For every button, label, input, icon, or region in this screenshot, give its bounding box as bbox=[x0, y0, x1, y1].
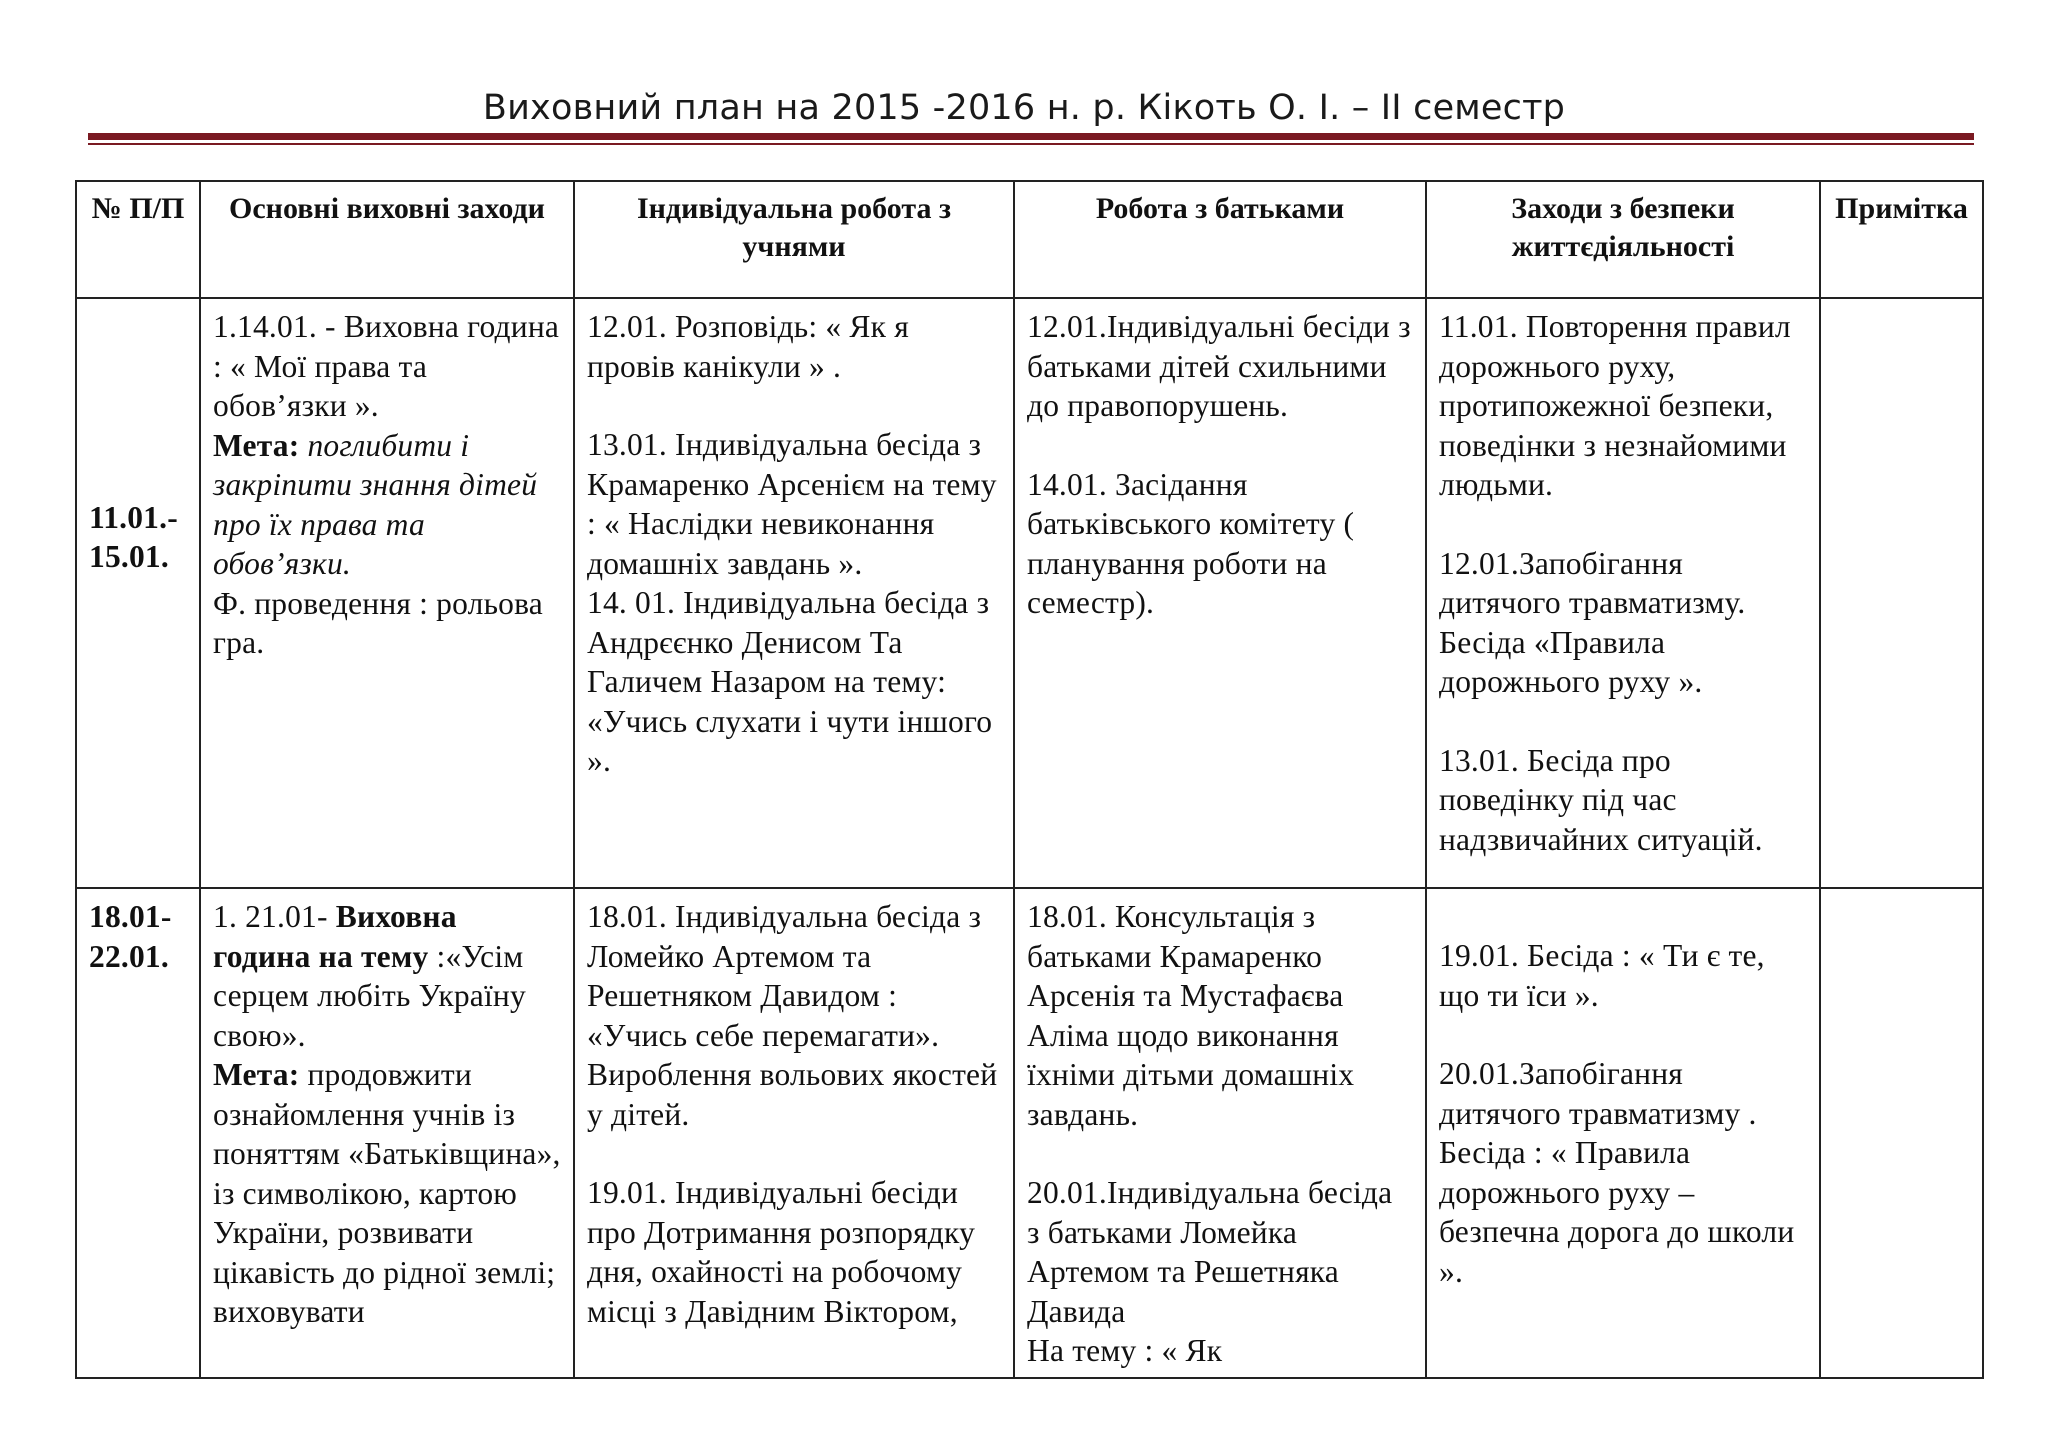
main-activity-goal bbox=[213, 426, 561, 584]
safety-cell bbox=[1426, 888, 1820, 1378]
header-work-with-parents: Робота з батьками bbox=[1014, 181, 1426, 298]
main-activity-text bbox=[213, 897, 561, 1055]
parents-work-cell bbox=[1014, 888, 1426, 1378]
table-row bbox=[76, 298, 1983, 888]
goal-label: Мета: bbox=[213, 427, 300, 463]
goal-text: поглибити і закріпити знання дітей про їх права та обов’язки. bbox=[213, 427, 538, 581]
main-activity-topic: :«Усім серцем любіть Україну свою». bbox=[213, 938, 526, 1053]
main-activity-title: Виховна година на тему bbox=[213, 899, 457, 974]
safety-item: 13.01. Бесіда про поведінку під час надзвичайних ситуацій. bbox=[1439, 742, 1763, 857]
main-activity-text bbox=[213, 307, 561, 426]
header-main-activities: Основні виховні заходи bbox=[200, 181, 574, 298]
note-cell bbox=[1820, 888, 1983, 1378]
title-rule-thin bbox=[88, 143, 1974, 145]
parents-work-item: 20.01.Індивідуальна бесіда з батьками Ломейка Артемом та Решетняка Давида bbox=[1027, 1175, 1393, 1329]
main-activity-topic: « Мої права та обов’язки ». bbox=[213, 348, 428, 423]
individual-work-item: 18.01. Індивідуальна бесіда з Ломейко Артемом та Решетняком Давидом : «Учись себе перемагати». Вироблення вольових якостей у дітей. bbox=[587, 899, 998, 1132]
safety-item: 20.01.Запобігання дитячого травматизму . Бесіда : « Правила дорожнього руху – безпечна дорога до школи ». bbox=[1439, 1056, 1795, 1289]
individual-work-cell bbox=[574, 298, 1014, 888]
main-activity-form: Ф. проведення : рольова гра. bbox=[213, 585, 543, 660]
plan-table bbox=[75, 180, 1984, 1379]
goal-label: Мета: bbox=[213, 1057, 300, 1092]
title-rule bbox=[88, 133, 1974, 140]
page-title: Виховний план на 2015 -2016 н. р. Кікоть О. І. – ІІ семестр bbox=[482, 88, 1566, 128]
header-num: № П/П bbox=[76, 181, 200, 298]
safety-cell bbox=[1426, 298, 1820, 888]
parents-work-item: 14.01. Засідання батьківського комітету ( планування роботи на семестр). bbox=[1027, 466, 1355, 620]
main-activity-intro: 1.14.01. - Виховна година : bbox=[213, 309, 560, 384]
main-activity-intro: 1. 21.01- bbox=[213, 899, 336, 934]
note-cell bbox=[1820, 298, 1983, 888]
main-activity-goal bbox=[213, 1055, 561, 1332]
main-activity-cell bbox=[200, 298, 574, 888]
individual-work-item: 14. 01. Індивідуальна бесіда з Андрєєнко Денисом Та Галичем Назаром на тему: «Учись слухати і чути іншого ». bbox=[587, 585, 993, 778]
header-individual-work: Індивідуальна робота з учнями bbox=[574, 181, 1014, 298]
table-header-row bbox=[76, 181, 1983, 298]
main-activity-cell bbox=[200, 888, 574, 1378]
parents-work-cell bbox=[1014, 298, 1426, 888]
individual-work-item: 19.01. Індивідуальні бесіди про Дотримання розпорядку дня, охайності на робочому місці з Давідним Віктором, bbox=[587, 1175, 976, 1329]
header-safety-measures: Заходи з безпеки життєдіяльності bbox=[1426, 181, 1820, 298]
individual-work-item: 12.01. Розповідь: « Як я провів канікули » . bbox=[587, 309, 909, 384]
safety-item: 19.01. Бесіда : « Ти є те, що ти їси ». bbox=[1439, 938, 1765, 1013]
individual-work-item: 13.01. Індивідуальна бесіда з Крамаренко Арсенієм на тему : « Наслідки невиконання домашніх завдань ». bbox=[587, 427, 997, 581]
individual-work-cell bbox=[574, 888, 1014, 1378]
row-date: 11.01.- 15.01. bbox=[76, 298, 200, 888]
parents-work-item: 12.01.Індивідуальні бесіди з батьками дітей схильними до правопорушень. bbox=[1027, 309, 1411, 423]
table-row bbox=[76, 888, 1983, 1378]
safety-item: 12.01.Запобігання дитячого травматизму. Бесіда «Правила дорожнього руху ». bbox=[1439, 545, 1746, 699]
row-date: 18.01- 22.01. bbox=[76, 888, 200, 1378]
safety-item: 11.01. Повторення правил дорожнього руху, протипожежної безпеки, поведінки з незнайомими людьми. bbox=[1439, 309, 1791, 502]
parents-work-item: 18.01. Консультація з батьками Крамаренко Арсенія та Мустафаєва Аліма щодо виконання їхніми дітьми домашніх завдань. bbox=[1027, 899, 1355, 1132]
goal-text: продовжити ознайомлення учнів із поняттям «Батьківщина», із символікою, картою України, розвивати цікавість до рідної землі; виховувати bbox=[213, 1057, 561, 1329]
header-note: Примітка bbox=[1820, 181, 1983, 298]
parents-work-item: На тему : « Як bbox=[1027, 1333, 1223, 1368]
